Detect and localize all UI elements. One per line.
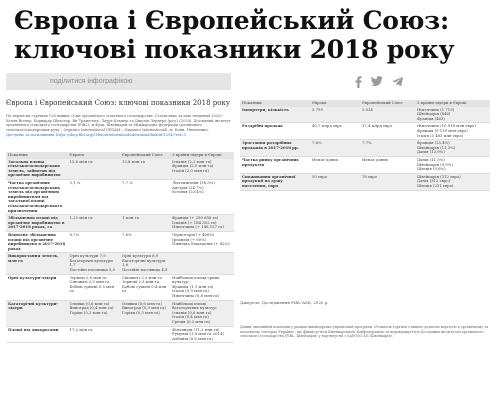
eu-value: 76 євро (360, 173, 415, 190)
europe-value: 50 євро (310, 173, 360, 190)
page-title: Європа і Європейський Союз: ключові показники 2018 року (14, 6, 455, 64)
column-header: Європа (310, 100, 360, 107)
leaders-value-line: Австрія (24,7%) (172, 184, 204, 190)
share-infographic-bar[interactable] (6, 73, 231, 90)
row-label: Орні культури-лідери (6, 274, 68, 300)
facebook-icon[interactable] (355, 76, 362, 88)
europe-value-line: Орні культури 7,9 (69, 253, 106, 259)
europe-value: 1,25 млн га (68, 215, 120, 232)
leaders-value-line: Румунія (1,8 млн га 2014) (172, 331, 224, 337)
table-row (240, 140, 490, 157)
eu-value-line: Постійні пасовища 4,9 (121, 267, 168, 273)
leaders-value-line: Франція (463) (417, 115, 445, 121)
table-row (6, 253, 234, 274)
eu-value: 13,8 млн га (120, 159, 170, 180)
leaders-value-line: Естонія (22,4%) (172, 189, 204, 195)
row-label: Багаторічні культури-лідери (6, 300, 68, 326)
eu-value (120, 326, 170, 343)
infographic-subtitle: Європа і Європейський Союз: ключові показники 2018 року (6, 99, 230, 107)
leaders-value-line: Німеччина (+ 148 157 га) (172, 224, 224, 230)
leaders-value-line: Данія (11,5%) (417, 156, 445, 162)
eu-value: Немає даних (360, 156, 415, 173)
europe-value-line: Сіножаті 2,5 млн га (69, 279, 110, 285)
row-label: Споживання органічної продукції на душу населення, євро (240, 173, 310, 190)
leaders-value (170, 326, 234, 343)
column-header: 3 країни-лідери в Європі (170, 152, 234, 159)
leaders-value-line: Німеччина (1 719) (417, 106, 455, 112)
europe-value-line: Оливки (0,6 млн га) (69, 300, 110, 306)
leaders-value (170, 300, 234, 326)
eu-value-line: Багаторічні культури 1,6 (121, 257, 166, 268)
europe-value-line: Багаторічні культури 1,7 (69, 257, 113, 268)
eu-value (120, 274, 170, 300)
leaders-value-line: Албанія (0,6 млн га) (172, 335, 213, 341)
leaders-value-line: Італія (3 483 млн євро) (417, 132, 464, 138)
eu-value-line: Виноград (0,3 млн га) (121, 305, 166, 311)
column-header: Європейський Союз (360, 100, 415, 107)
table-row (6, 179, 234, 214)
row-label: Відносне збільшення площі під органічне виробництво в 2017-2018 роках (6, 231, 68, 252)
europe-value: 17,2 млн га (68, 326, 120, 343)
leaders-value-line: Німеччина (10 918 млн євро) (417, 123, 476, 129)
leaders-value-line: Ліхтенштейн (38,5%) (172, 179, 215, 185)
eu-value: 7,7% (360, 140, 415, 157)
eu-value (120, 300, 170, 326)
europe-value: 40,7 млрд євро (310, 123, 360, 140)
row-label: Площі під дикоросами (6, 326, 68, 343)
share-label: поділитися інфографікою (50, 78, 133, 85)
leaders-value-line: Швейцарія (11,3%) (417, 144, 456, 150)
column-header: 3 країни-лідери в Європі (415, 100, 490, 107)
funding-note: Даний звичайний показник у рамках швейцарсько-українській програми «Розвиток торгівлі з вищою доданою вартістю в органічному та молочному секторах України», що фінансується Швейцарською Конфедерацією та впроваджується Дослідним інститутом органічного сільського господарства (FiBL, Швейцарія) у партнерстві з SAFOSO AG (Швейцарія). (240, 325, 489, 339)
leaders-value (170, 231, 234, 252)
europe-value (68, 274, 120, 300)
leaders-value-line: Найбільші площі багаторічних культур: (172, 300, 218, 311)
leaders-value-line: Франція (15,4%) (417, 140, 450, 146)
table-row (240, 173, 490, 190)
right-indicators-table (240, 100, 490, 191)
leaders-value-line: Іспанія (+ 164 302 га) (172, 219, 217, 225)
leaders-value-line: Італія (0,9 млн га) (172, 288, 209, 294)
leaders-value-line: Франція (2,0 млн га) (172, 163, 214, 169)
leaders-value-line: Франція (+ 290 658 га) (172, 215, 219, 221)
leaders-value (170, 253, 234, 274)
row-label: Збільшення площі під органічне виробництво в 2017-2018 роках, га (6, 215, 68, 232)
europe-value: Немає даних (310, 156, 360, 173)
column-header: Показник (240, 100, 310, 107)
europe-value-line: Виноград (0,4 млн га) (69, 305, 114, 311)
leaders-value (415, 156, 490, 173)
leaders-value (415, 173, 490, 190)
leaders-value-line: Іспанія (2,2 млн га) (172, 158, 212, 164)
row-label: Імпортери, кількість (240, 107, 310, 123)
eu-value: 5 034 (360, 107, 415, 123)
table-row (6, 215, 234, 232)
leaders-value (170, 179, 234, 214)
table-row (6, 274, 234, 300)
table-row (6, 231, 234, 252)
leaders-value-line: Німеччина (0,8 млн га) (172, 293, 219, 299)
twitter-icon[interactable] (371, 76, 383, 87)
leaders-value-line: Данія (12,9%) (417, 149, 445, 155)
intro-text (6, 114, 233, 138)
leaders-value-line: Швейцарія (312 євро) (417, 173, 461, 179)
eu-value: 1 млн га (120, 215, 170, 232)
leaders-value-line: Франція (9 139 млн євро) (417, 127, 468, 133)
leaders-value-line: Швеція (9,6%) (417, 166, 446, 172)
row-label: Частка ринку органічних продуктів (240, 156, 310, 173)
eu-value-line: Бобові сушені 0,4 млн га (121, 283, 167, 294)
leaders-value-line: Фінляндія (11,2 млн га) (172, 326, 220, 332)
leaders-value (170, 215, 234, 232)
intro-paragraph: По перше,на стрічках 126 вміннь «Світ органічного сільського господарства. Статистика та нові тенденції 2020» Хелен Віллер, Бернарду Шльотер, Ян Трамп'ють, Лауре Кемпер та Джулія Лернерд (ред.) (2020). Дослідний інститут органічного сільського господарства (FiBL), м.Фрік, Швейцарія та Міжнародна федерація органічного сільськогосподарських руху – Organics International (IFOAM – Organics International), м. Бонн, Німеччина. (6, 114, 231, 133)
social-icons (355, 76, 403, 88)
leaders-value (170, 159, 234, 180)
table-row (240, 123, 490, 140)
table-header-row (240, 100, 490, 107)
leaders-value-line: Швейцарія (9,9%) (417, 161, 453, 167)
europe-value-line: Бобові сушені 0,5 млн га (69, 283, 114, 294)
left-indicators-table (6, 152, 234, 343)
source-caption: Джерело: Дослідження FiBL-AMI, 2020 р. (240, 300, 329, 305)
leaders-value (415, 107, 490, 123)
leaders-value-line: Франція (1,1 млн га) (172, 283, 214, 289)
table-row (6, 326, 234, 343)
table-row (6, 159, 234, 180)
intro-link[interactable]: Доступно за посиланням: https://shop.fibl.org/CHen/mwdownloads/download/link/id/1294/?ref=1 (6, 132, 187, 137)
europe-value: 7,6% (310, 140, 360, 157)
eu-value-line: Орні культури 6,9 (121, 253, 159, 259)
leaders-value (415, 123, 490, 140)
europe-value: 3,1 % (68, 179, 120, 214)
row-label: Зростання роздрібних продажів в 2017-2018 рр. (240, 140, 310, 157)
eu-value: 37,4 млрд євро (360, 123, 415, 140)
europe-value: 15,6 млн га (68, 159, 120, 180)
leaders-value (170, 274, 234, 300)
eu-value-line: Горіхи (0,3 млн га) (121, 309, 160, 315)
eu-value-line: Зернові 2,3 млн га (121, 279, 160, 285)
leaders-value (415, 140, 490, 157)
europe-value-line: Зернові 2,6 млн га (69, 274, 107, 280)
column-header: Європа (68, 152, 120, 159)
column-header: Європейський Союз (120, 152, 170, 159)
eu-value: 7,6% (120, 231, 170, 252)
row-label: Використання земель, млн га (6, 253, 68, 274)
column-header: Показник (6, 152, 68, 159)
europe-value-line: Постійні пасовища 5,0 (69, 267, 115, 273)
europe-value-line: Горіхи (0,3 млн га) (69, 309, 108, 315)
leaders-value-line: Швеція (231 євро) (417, 182, 454, 188)
leaders-value-line: Італія (2,0 млн га) (172, 167, 209, 173)
europe-value: 8,7% (68, 231, 120, 252)
table-header-row (6, 152, 234, 159)
leaders-value-line: Іспанія (0,6 млн га) (172, 309, 212, 315)
leaders-value-line: Чорногорія (+ 466%) (172, 231, 215, 237)
europe-value (68, 300, 120, 326)
leaders-value-line: Данія (312 євро) (417, 178, 451, 184)
table-row (240, 107, 490, 123)
europe-value: 5 799 (310, 107, 360, 123)
leaders-value-line: Північна Македонія (+ 42%) (172, 241, 230, 247)
europe-value (68, 253, 120, 274)
leaders-value-line: Швейцарія (846) (417, 111, 451, 117)
table-row (240, 156, 490, 173)
eu-value (120, 253, 170, 274)
eu-value-line: Оливки (0,6 млн га) (121, 300, 162, 306)
telegram-icon[interactable] (392, 76, 403, 87)
row-label: Частка органічних сільськогосподарських земель під органічним виробництвом від загальної площі сільськогосподарського призначення (6, 179, 68, 214)
leaders-value-line: Ірландія (+ 60%) (172, 236, 207, 242)
row-label: Роздрібні продажі (240, 123, 310, 140)
eu-value-line: Сіножаті 2,3 млн га (121, 274, 162, 280)
eu-value: 7,7 % (120, 179, 170, 214)
row-label: Загальна площа сільськогосподарських земель, зайнятих під органічне виробництво (6, 159, 68, 180)
leaders-value-line: Найбільші площі орних культур: (172, 274, 220, 285)
table-row (6, 300, 234, 326)
leaders-value-line: Італія (0,4 млн га) (172, 314, 209, 320)
leaders-value-line: Греція (0,2 млн га) (172, 319, 211, 324)
